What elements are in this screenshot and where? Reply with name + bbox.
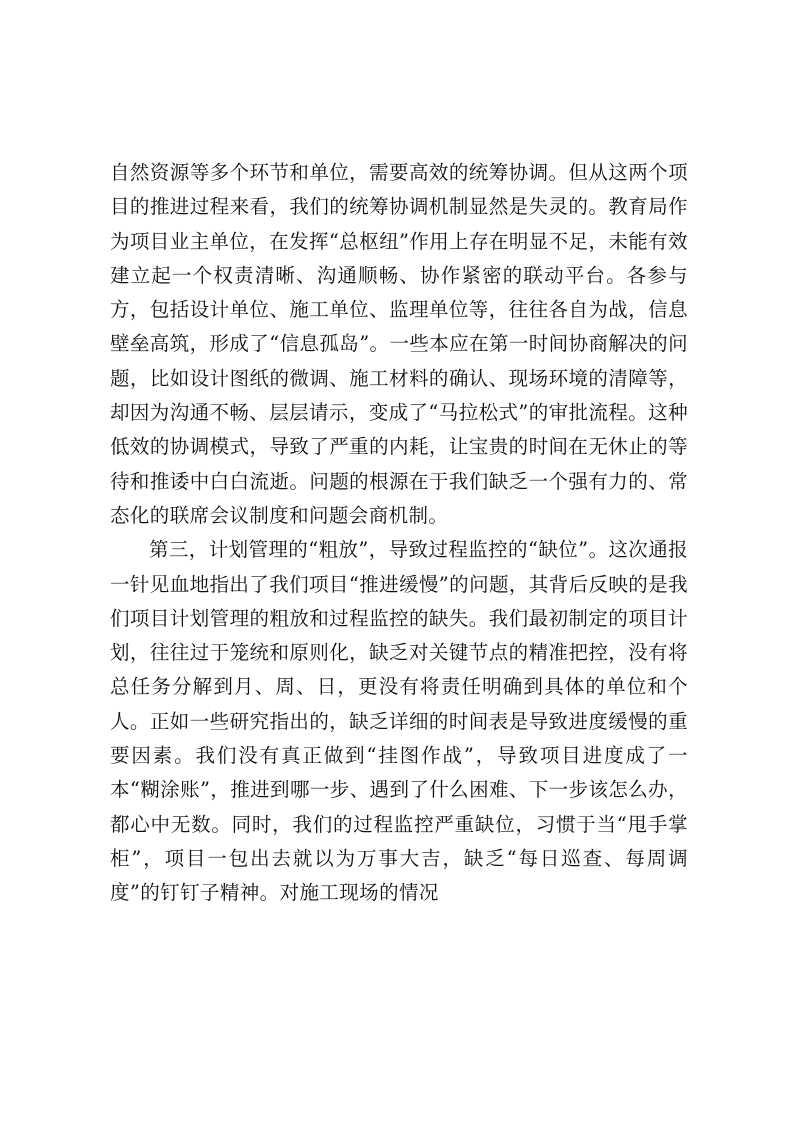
document-body [110, 156, 688, 911]
paragraph-coordination: 自然资源等多个环节和单位，需要高效的统筹协调。但从这两个项目的推进过程来看，我们的统筹协调机制显然是失灵的。教育局作为项目业主单位，在发挥“总枢纽”作用上存在明显不足，未能有效建立起一个权责清晰、沟通顺畅、协作紧密的联动平台。各参与方，包括设计单位、施工单位、监理单位等，往往各自为战，信息壁垒高筑，形成了“信息孤岛”。一些本应在第一时间协商解决的问题，比如设计图纸的微调、施工材料的确认、现场环境的清障等，却因为沟通不畅、层层请示，变成了“马拉松式”的审批流程。这种低效的协调模式，导致了严重的内耗，让宝贵的时间在无休止的等待和推诿中白白流逝。问题的根源在于我们缺乏一个强有力的、常态化的联席会议制度和问题会商机制。 [110, 161, 688, 527]
paragraph-plan-management: 第三，计划管理的“粗放”，导致过程监控的“缺位”。这次通报一针见血地指出了我们项目“推进缓慢”的问题，其背后反映的是我们项目计划管理的粗放和过程监控的缺失。我们最初制定的项目计划，往往过于笼统和原则化，缺乏对关键节点的精准把控，没有将总任务分解到月、周、日，更没有将责任明确到具体的单位和个人。正如一些研究指出的，缺乏详细的时间表是导致进度缓慢的重要因素。我们没有真正做到“挂图作战”，导致项目进度成了一本“糊涂账”，推进到哪一步、遇到了什么困难、下一步该怎么办，都心中无数。同时，我们的过程监控严重缺位，习惯于当“甩手掌柜”，项目一包出去就以为万事大吉，缺乏“每日巡查、每周调度”的钉钉子精神。对施工现场的情况 [110, 538, 688, 905]
